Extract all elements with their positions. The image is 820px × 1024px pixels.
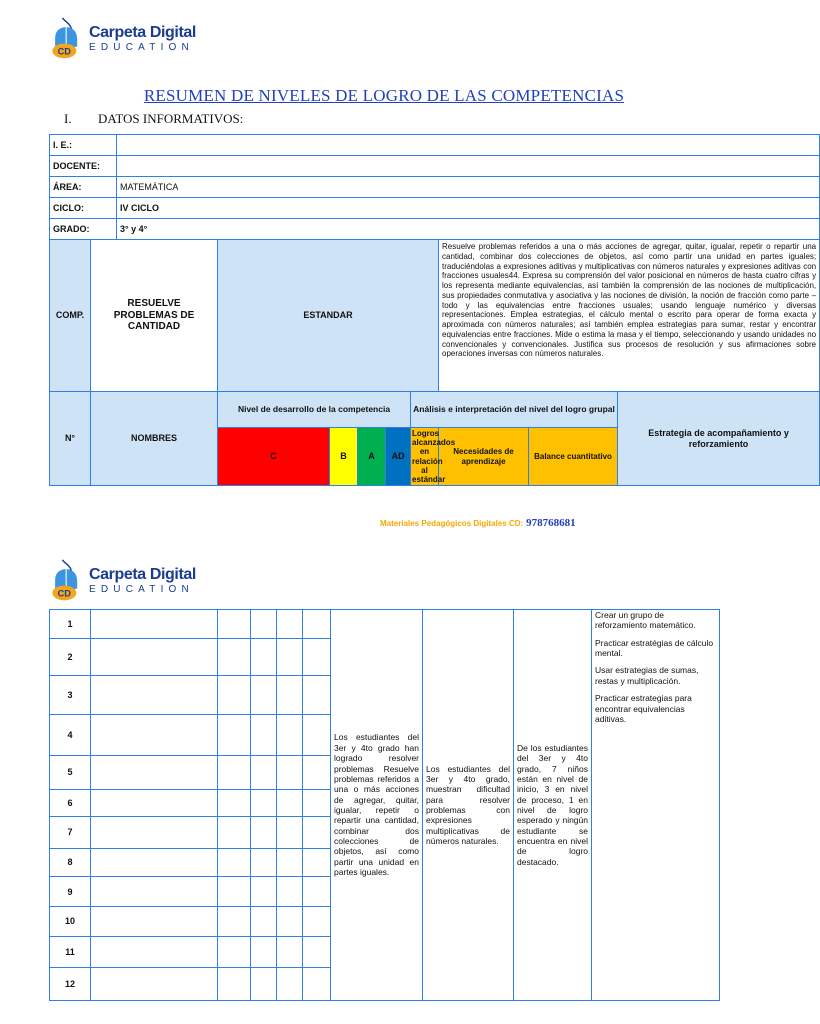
section-header [64,111,243,127]
level-b-cell[interactable] [251,676,277,715]
student-name-cell[interactable] [91,676,218,715]
level-ad-cell[interactable] [303,817,331,849]
section-label: DATOS INFORMATIVOS: [98,111,244,126]
docente-field[interactable] [117,156,820,177]
level-b-cell[interactable] [251,610,277,639]
level-a-cell[interactable] [277,676,303,715]
level-a-cell[interactable] [277,968,303,1001]
row-number: 1 [50,610,91,639]
level-ad-cell[interactable] [303,907,331,937]
row-number: 6 [50,789,91,817]
balance-header: Balance cuantitativo [529,428,618,486]
level-a: A [358,428,386,486]
ciclo-label: CICLO: [50,198,117,219]
level-c-cell[interactable] [218,907,251,937]
page-title: RESUMEN DE NIVELES DE LOGRO DE LAS COMPETENCIAS [143,86,625,105]
level-ad-cell[interactable] [303,676,331,715]
logros-header: Logros alcanzados en relación al estándar [412,429,456,484]
level-b-cell[interactable] [251,936,277,968]
row-number: 12 [50,968,91,1001]
estrategia-header: Estrategia de acompañamiento y reforzamiento [618,392,820,486]
analisis-header: Análisis e interpretación del nivel del logro grupal [411,392,618,428]
level-b-cell[interactable] [251,789,277,817]
student-name-cell[interactable] [91,789,218,817]
student-name-cell[interactable] [91,936,218,968]
student-name-cell[interactable] [91,638,218,676]
level-a-cell[interactable] [277,715,303,756]
level-c-cell[interactable] [218,715,251,756]
logo-subtitle: EDUCATION [89,42,194,53]
level-ad-cell[interactable] [303,936,331,968]
nivel-header: Nivel de desarrollo de la competencia [218,392,411,428]
level-ad-cell[interactable] [303,789,331,817]
necesidades-cell: Los estudiantes del 3er y 4to grado, muestran dificultad para resolver problemas con expresiones multiplicativas de números naturales. [423,610,514,1001]
level-a-cell[interactable] [277,907,303,937]
section-number: I. [64,111,72,126]
row-number: 11 [50,936,91,968]
level-ad-cell[interactable] [303,877,331,907]
level-b-cell[interactable] [251,907,277,937]
level-c-cell[interactable] [218,789,251,817]
footer-note [380,517,576,529]
level-ad-cell[interactable] [303,638,331,676]
row-number: 10 [50,907,91,937]
logo-brand: Carpeta Digital [89,566,196,583]
logo-brand: Carpeta Digital [89,24,196,41]
level-ad-cell[interactable] [303,968,331,1001]
level-ad-cell[interactable] [303,848,331,877]
level-c-cell[interactable] [218,755,251,789]
level-c-cell[interactable] [218,848,251,877]
strategy-item: Usar estrategias de sumas, restas y multiplicación. [595,665,699,686]
logo-repeat [50,558,196,604]
level-c-cell[interactable] [218,936,251,968]
row-number: 8 [50,848,91,877]
level-b-cell[interactable] [251,817,277,849]
level-c-cell[interactable] [218,817,251,849]
level-a-cell[interactable] [277,936,303,968]
student-name-cell[interactable] [91,907,218,937]
level-a-cell[interactable] [277,638,303,676]
logo-subtitle: EDUCATION [89,584,194,595]
row-number: 4 [50,715,91,756]
student-name-cell[interactable] [91,817,218,849]
level-a-cell[interactable] [277,848,303,877]
docente-label: DOCENTE: [50,156,117,177]
level-a-cell[interactable] [277,610,303,639]
logo-badge: CD [57,46,71,57]
student-name-cell[interactable] [91,715,218,756]
nombres-header: NOMBRES [91,392,218,486]
footer-text: Materiales Pedagógicos Digitales CD: [380,519,524,528]
area-field[interactable]: MATEMÁTICA [117,177,820,198]
level-ad: AD [386,428,411,486]
student-name-cell[interactable] [91,968,218,1001]
balance-cell: De los estudiantes del 3er y 4to grado, 7 niños están en nivel de inicio, 3 en nivel de proceso, 1 en nivel de logro esperado y ningún estudiante se encuentra en nivel de logro destacado. [514,610,592,1001]
logo [50,16,196,62]
level-ad-cell[interactable] [303,755,331,789]
strategy-item: Crear un grupo de reforzamiento matemático. [595,610,696,631]
student-name-cell[interactable] [91,610,218,639]
logros-cell: Los estudiantes del 3er y 4to grado han logrado resolver problemas Resuelve problemas referidos a una o más acciones de agregar, quitar, igualar, repetir o repartir una cantidad, combinar dos colecciones de objetos, así como partir una unidad en partes iguales. [331,610,423,1001]
level-b-cell[interactable] [251,877,277,907]
mouse-logo-icon [50,558,86,604]
grado-field[interactable]: 3° y 4° [117,219,820,240]
standard-label: ESTANDAR [218,240,439,392]
level-b-cell[interactable] [251,755,277,789]
logo-badge: CD [57,588,71,599]
row-number: 5 [50,755,91,789]
level-c: C [218,428,330,486]
level-c-cell[interactable] [218,676,251,715]
level-ad-cell[interactable] [303,715,331,756]
students-table [49,609,720,1001]
ie-label: I. E.: [50,135,117,156]
footer-number: 978768681 [526,517,576,529]
level-c-cell[interactable] [218,638,251,676]
level-ad-cell[interactable] [303,610,331,639]
area-label: ÁREA: [50,177,117,198]
student-row [50,610,720,639]
level-b-cell[interactable] [251,848,277,877]
info-table [49,134,820,486]
strategy-cell [592,610,720,1001]
strategy-item: Practicar estrategias para encontrar equivalencias aditivas. [595,693,692,724]
level-a-cell[interactable] [277,817,303,849]
comp-label: COMP. [50,240,91,392]
level-b-cell[interactable] [251,715,277,756]
strategy-item: Practicar estratégias de cálculo mental. [595,637,714,659]
row-number: 3 [50,676,91,715]
n-header: N° [50,392,91,486]
level-c-cell[interactable] [218,968,251,1001]
level-b-cell[interactable] [251,968,277,1001]
level-c-cell[interactable] [218,610,251,639]
necesidades-header: Necesidades de aprendizaje [439,428,529,486]
level-b: B [330,428,358,486]
row-number: 7 [50,817,91,849]
student-name-cell[interactable] [91,877,218,907]
standard-text: Resuelve problemas referidos a una o más acciones de agregar, quitar, igualar, repetir o repartir una cantidad, combinar dos colecciones de objetos, así como partir una unidad en partes iguales; traduciéndolas a expresiones aditivas y multiplicativas con números naturales y expresiones aditivas con fracciones usuales44. Expresa su comprensión del valor posicional en números de hasta cuatro cifras y los representa mediante equivalencias, así también la comprensión de las nociones de multiplicación, sus propiedades conmutativa y asociativa y las nociones de división, la noción de fracción como parte – todo y las equivalencias entre fracciones usuales; usando lenguaje numérico y diversas representaciones. Emplea estrategias, el cálculo mental o escrito para operar de forma exacta y aproximada con números naturales; así también emplea estrategias para sumar, restar y encontrar equivalencias entre fracciones. Mide o estima la masa y el tiempo, seleccionando y usando unidades no convencionales y convencionales. Justifica sus procesos de resolución y sus afirmaciones sobre operaciones inversas con números naturales. [439,240,820,392]
level-c-cell[interactable] [218,877,251,907]
ie-field[interactable] [117,135,820,156]
student-name-cell[interactable] [91,755,218,789]
ciclo-field[interactable]: IV CICLO [117,198,820,219]
row-number: 9 [50,877,91,907]
level-b-cell[interactable] [251,638,277,676]
level-a-cell[interactable] [277,877,303,907]
mouse-logo-icon [50,16,86,62]
competency-name: RESUELVE PROBLEMAS DE CANTIDAD [91,240,218,392]
row-number: 2 [50,638,91,676]
grado-label: GRADO: [50,219,117,240]
level-a-cell[interactable] [277,755,303,789]
student-name-cell[interactable] [91,848,218,877]
level-a-cell[interactable] [277,789,303,817]
